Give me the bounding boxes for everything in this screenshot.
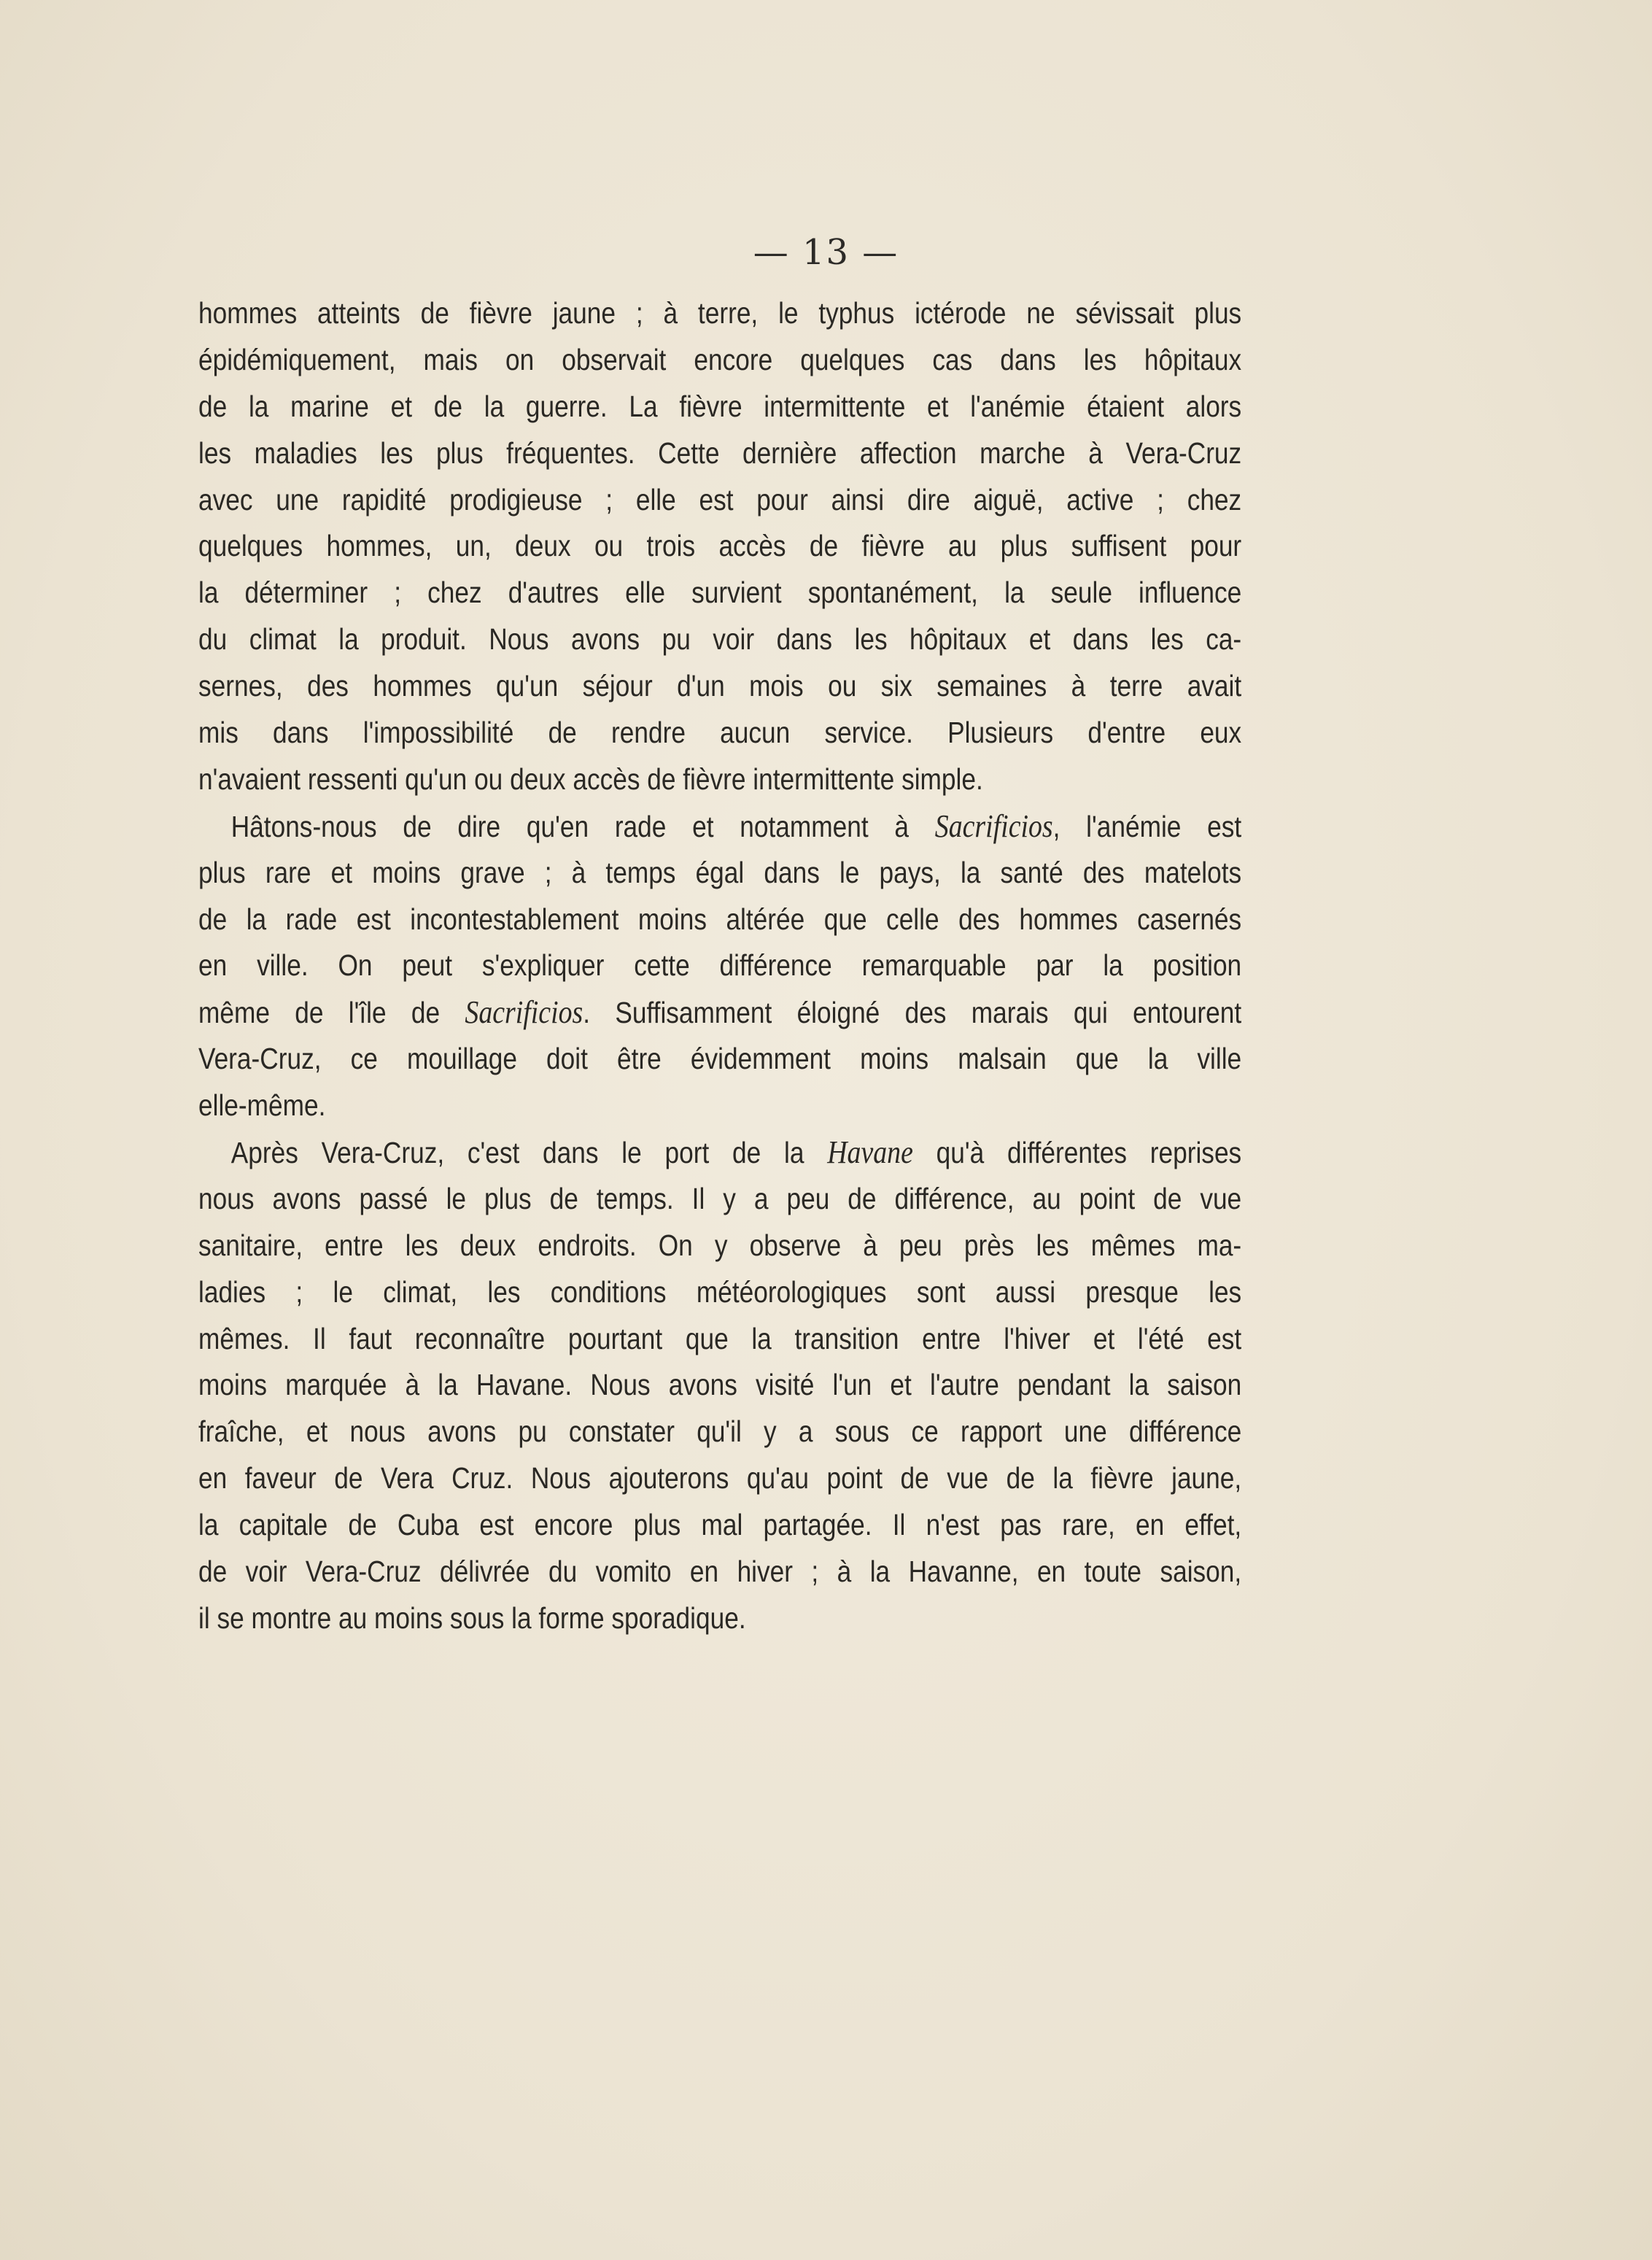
- text-line: n'avaient ressenti qu'un ou deux accès de fièvre intermittente simple.: [198, 762, 983, 796]
- text-segment: même de l'île de: [198, 996, 465, 1030]
- italic-term: Sacrificios: [934, 808, 1053, 844]
- text-segment: qu'à différentes reprises: [912, 1136, 1242, 1170]
- text-line: mis dans l'impossibilité de rendre aucun service. Plusieurs d'entre eux: [198, 716, 1242, 750]
- text-line: du climat la produit. Nous avons pu voir dans les hôpitaux et dans les ca-: [198, 622, 1242, 657]
- text-segment: . Suffisamment éloigné des marais qui entourent: [583, 996, 1242, 1030]
- page-number: — 13 —: [753, 232, 899, 273]
- text-line: les maladies les plus fréquentes. Cette dernière affection marche à Vera-Cruz: [198, 436, 1242, 470]
- paragraph: [198, 1129, 1241, 1642]
- text-line: [198, 803, 1241, 850]
- text-line: ladies ; le climat, les conditions météorologiques sont aussi presque les: [198, 1274, 1242, 1309]
- text-line: [198, 989, 1241, 1036]
- text-line: il se montre au moins sous la forme sporadique.: [198, 1601, 746, 1635]
- text-line: sanitaire, entre les deux endroits. On y observe à peu près les mêmes ma-: [198, 1228, 1242, 1262]
- body-text: [198, 290, 1241, 1642]
- paragraph: [198, 803, 1241, 1129]
- text-line: elle-même.: [198, 1088, 326, 1123]
- text-line: de la rade est incontestablement moins altérée que celle des hommes casernés: [198, 902, 1242, 936]
- text-line: fraîche, et nous avons pu constater qu'il y a sous ce rapport une différence: [198, 1415, 1242, 1449]
- text-segment: Hâtons-nous de dire qu'en rade et notamment à: [230, 809, 935, 843]
- text-line: en ville. On peut s'expliquer cette différence remarquable par la position: [198, 948, 1242, 983]
- text-line: quelques hommes, un, deux ou trois accès de fièvre au plus suffisent pour: [198, 529, 1242, 563]
- text-line: nous avons passé le plus de temps. Il y a peu de différence, au point de vue: [198, 1181, 1242, 1215]
- text-segment: , l'anémie est: [1052, 809, 1242, 843]
- text-line: sernes, des hommes qu'un séjour d'un mois ou six semaines à terre avait: [198, 669, 1242, 703]
- text-segment: Après Vera-Cruz, c'est dans le port de la: [230, 1136, 828, 1170]
- text-line: Vera-Cruz, ce mouillage doit être évidemment moins malsain que la ville: [198, 1042, 1242, 1076]
- text-line: avec une rapidité prodigieuse ; elle est pour ainsi dire aiguë, active ; chez: [198, 482, 1242, 516]
- text-line: [198, 1129, 1241, 1176]
- text-line: en faveur de Vera Cruz. Nous ajouterons qu'au point de vue de la fièvre jaune,: [198, 1461, 1242, 1495]
- text-line: mêmes. Il faut reconnaître pourtant que la transition entre l'hiver et l'été est: [198, 1321, 1242, 1355]
- italic-term: Havane: [827, 1134, 913, 1171]
- text-line: moins marquée à la Havane. Nous avons visité l'un et l'autre pendant la saison: [198, 1368, 1242, 1402]
- text-line: la capitale de Cuba est encore plus mal partagée. Il n'est pas rare, en effet,: [198, 1508, 1242, 1542]
- italic-term: Sacrificios: [465, 994, 583, 1031]
- text-line: de voir Vera-Cruz délivrée du vomito en hiver ; à la Havanne, en toute saison,: [198, 1555, 1242, 1589]
- text-line: de la marine et de la guerre. La fièvre intermittente et l'anémie étaient alors: [198, 389, 1242, 423]
- text-line: hommes atteints de fièvre jaune ; à terre, le typhus ictérode ne sévissait plus: [198, 296, 1242, 330]
- text-line: la déterminer ; chez d'autres elle survient spontanément, la seule influence: [198, 576, 1242, 610]
- text-line: épidémiquement, mais on observait encore quelques cas dans les hôpitaux: [198, 342, 1242, 376]
- paragraph: [198, 290, 1241, 803]
- text-line: plus rare et moins grave ; à temps égal dans le pays, la santé des matelots: [198, 855, 1242, 889]
